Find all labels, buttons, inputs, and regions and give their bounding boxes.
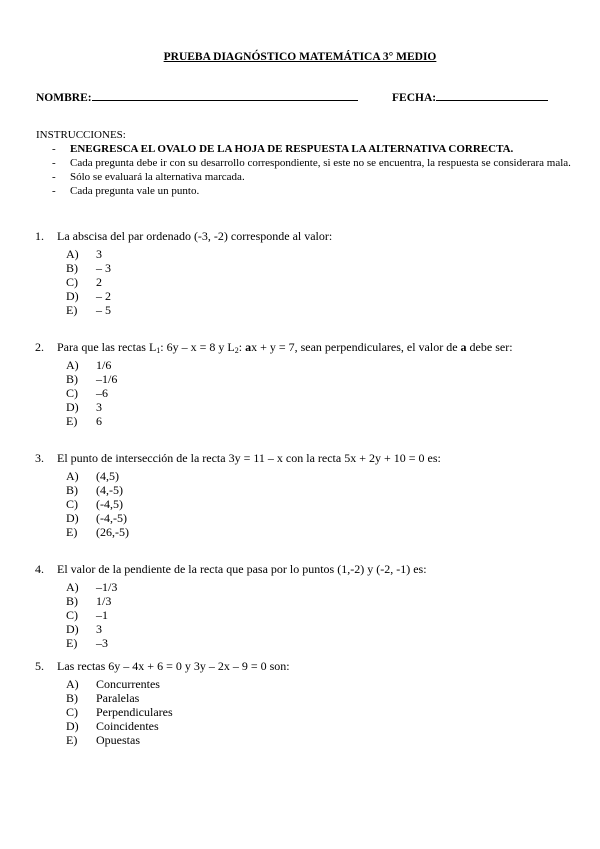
option-b[interactable]: B) Paralelas — [66, 691, 140, 705]
question-text: El valor de la pendiente de la recta que pasa por lo puntos (1,-2) y (-2, -1) es: — [57, 562, 427, 576]
instruction-item: - Sólo se evaluará la alternativa marcada. — [52, 171, 245, 183]
nombre-label: NOMBRE: — [36, 92, 92, 104]
option-c[interactable]: C) 2 — [66, 275, 102, 289]
option-c[interactable]: C) (-4,5) — [66, 497, 123, 511]
fecha-blank-line[interactable] — [436, 89, 548, 101]
option-d[interactable]: D) – 2 — [66, 289, 111, 303]
question-4 — [35, 561, 580, 650]
option-a[interactable]: A) Concurrentes — [66, 677, 160, 691]
question-text: La abscisa del par ordenado (-3, -2) corresponde al valor: — [57, 229, 333, 243]
page-title: PRUEBA DIAGNÓSTICO MATEMÁTICA 3° MEDIO — [163, 51, 437, 63]
instructions-heading: INSTRUCCIONES: — [36, 129, 126, 141]
instruction-item: - Cada pregunta vale un punto. — [52, 185, 200, 197]
options-list — [35, 677, 580, 747]
option-e[interactable]: E) Opuestas — [66, 733, 140, 747]
fecha-field — [392, 89, 548, 104]
question-number: 2. — [35, 340, 44, 354]
options-list — [35, 247, 580, 317]
question-1 — [35, 228, 580, 317]
instructions-block — [36, 128, 576, 198]
option-d[interactable]: D) (-4,-5) — [66, 511, 127, 525]
option-e[interactable]: E) (26,-5) — [66, 525, 129, 539]
instruction-text: Sólo se evaluará la alternativa marcada. — [70, 171, 245, 183]
option-c[interactable]: C) –1 — [66, 608, 108, 622]
nombre-blank-line[interactable] — [92, 89, 358, 101]
instruction-item: - Cada pregunta debe ir con su desarrollo correspondiente, si este no se encuentra, la respuesta se considerara mala. — [52, 157, 571, 169]
nombre-field — [36, 89, 358, 104]
option-e[interactable]: E) 6 — [66, 414, 102, 428]
question-text: Para que las rectas $L_1$: 6y – x = 8 y $L_2$: ax + y = 7, sean perpendiculares, el valor de a debe ser: — [57, 340, 513, 355]
option-a[interactable]: A) 1/6 — [66, 358, 112, 372]
option-e[interactable]: E) – 5 — [66, 303, 111, 317]
options-list — [35, 580, 580, 650]
fecha-label: FECHA: — [392, 92, 437, 104]
instruction-item: - ENEGRESCA EL OVALO DE LA HOJA DE RESPUESTA LA ALTERNATIVA CORRECTA. — [52, 143, 514, 155]
instruction-text: Cada pregunta vale un punto. — [70, 185, 200, 197]
option-d[interactable]: D) Coincidentes — [66, 719, 159, 733]
question-text: Las rectas 6y – 4x + 6 = 0 y 3y – 2x – 9 = 0 son: — [57, 659, 290, 673]
question-number: 4. — [35, 562, 44, 576]
options-list — [35, 469, 580, 539]
option-b[interactable]: B) (4,-5) — [66, 483, 123, 497]
instruction-text: ENEGRESCA EL OVALO DE LA HOJA DE RESPUESTA LA ALTERNATIVA CORRECTA. — [70, 143, 514, 155]
option-a[interactable]: A) 3 — [66, 247, 102, 261]
question-number: 5. — [35, 659, 44, 673]
instructions-list — [36, 142, 576, 198]
option-c[interactable]: C) –6 — [66, 386, 108, 400]
question-3 — [35, 450, 580, 539]
option-b[interactable]: B) –1/6 — [66, 372, 118, 386]
option-b[interactable]: B) 1/3 — [66, 594, 112, 608]
option-e[interactable]: E) –3 — [66, 636, 108, 650]
question-text: El punto de intersección de la recta 3y = 11 – x con la recta 5x + 2y + 10 = 0 es: — [57, 451, 441, 465]
question-number: 1. — [35, 229, 44, 243]
options-list — [35, 358, 580, 428]
option-d[interactable]: D) 3 — [66, 400, 102, 414]
question-2 — [35, 339, 580, 428]
option-b[interactable]: B) – 3 — [66, 261, 111, 275]
option-a[interactable]: A) –1/3 — [66, 580, 118, 594]
option-a[interactable]: A) (4,5) — [66, 469, 119, 483]
instruction-text: Cada pregunta debe ir con su desarrollo correspondiente, si este no se encuentra, la respuesta se considerara mala. — [70, 157, 571, 169]
question-number: 3. — [35, 451, 44, 465]
option-d[interactable]: D) 3 — [66, 622, 102, 636]
question-5 — [35, 658, 580, 747]
option-c[interactable]: C) Perpendiculares — [66, 705, 173, 719]
